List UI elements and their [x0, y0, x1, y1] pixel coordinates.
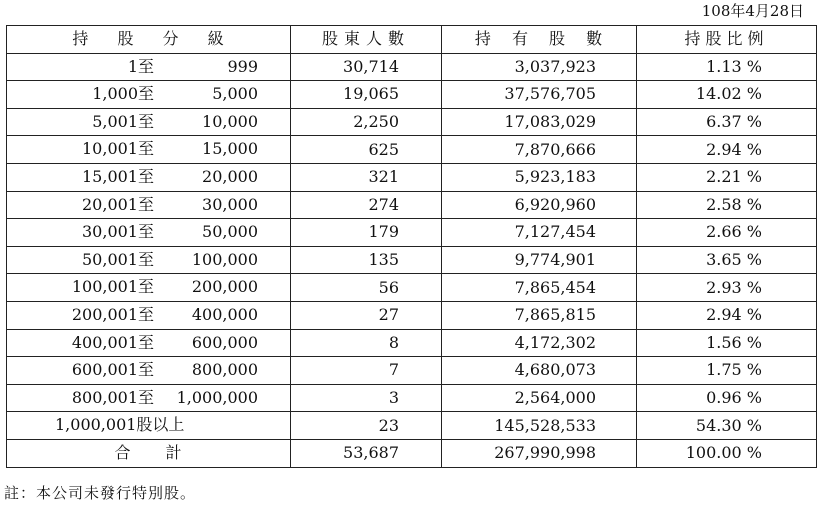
ratio-cell: 2.94 %	[637, 301, 817, 329]
holders-cell: 30,714	[291, 53, 442, 81]
shares-cell: 4,680,073	[442, 357, 637, 385]
range-to: 600,000	[191, 332, 258, 352]
table-row	[7, 357, 817, 385]
shares-cell: 3,037,923	[442, 53, 637, 81]
range-from: 1,000至	[92, 84, 154, 104]
holders-cell: 179	[291, 219, 442, 247]
range-to: 20,000	[202, 166, 258, 186]
table-row	[7, 81, 817, 109]
range-cell	[7, 191, 291, 219]
ratio-cell: 2.94 %	[637, 136, 817, 164]
ratio-cell: 2.93 %	[637, 274, 817, 302]
range-cell	[7, 329, 291, 357]
total-holders-cell: 53,687	[291, 439, 442, 467]
range-to: 800,000	[191, 360, 258, 380]
ratio-cell: 2.66 %	[637, 219, 817, 247]
table-row	[7, 53, 817, 81]
header-ratio: 持股比例	[637, 26, 817, 54]
total-shares-cell: 267,990,998	[442, 439, 637, 467]
total-label: 合 計	[114, 443, 183, 463]
range-from: 50,001至	[82, 249, 154, 269]
holders-cell: 321	[291, 163, 442, 191]
holders-cell: 274	[291, 191, 442, 219]
range-cell	[7, 412, 291, 440]
shares-cell: 6,920,960	[442, 191, 637, 219]
range-from: 20,001至	[82, 194, 154, 214]
holders-cell: 8	[291, 329, 442, 357]
range-cell	[7, 384, 291, 412]
shares-cell: 7,865,815	[442, 301, 637, 329]
range-cell	[7, 357, 291, 385]
shares-cell: 4,172,302	[442, 329, 637, 357]
ratio-cell: 14.02 %	[637, 81, 817, 109]
range-to: 100,000	[191, 249, 258, 269]
ratio-cell: 3.65 %	[637, 246, 817, 274]
range-to: 10,000	[202, 111, 258, 131]
holders-cell: 56	[291, 274, 442, 302]
range-to: 15,000	[202, 139, 258, 159]
table-row	[7, 219, 817, 247]
ratio-cell: 54.30 %	[637, 412, 817, 440]
ratio-cell: 2.21 %	[637, 163, 817, 191]
holders-cell: 7	[291, 357, 442, 385]
range-cell	[7, 136, 291, 164]
range-from: 800,001至	[71, 387, 154, 407]
total-label-cell	[7, 439, 291, 467]
shares-cell: 37,576,705	[442, 81, 637, 109]
range-from: 400,001至	[71, 332, 154, 352]
range-to: 200,000	[191, 277, 258, 297]
range-from: 100,001至	[71, 277, 154, 297]
range-cell	[7, 108, 291, 136]
ratio-cell: 6.37 %	[637, 108, 817, 136]
range-cell	[7, 246, 291, 274]
holders-cell: 135	[291, 246, 442, 274]
table-row	[7, 136, 817, 164]
range-cell	[7, 301, 291, 329]
table-header-row	[7, 26, 817, 54]
shareholding-distribution-table	[6, 25, 817, 468]
footnote: 註：本公司未發行特別股。	[4, 484, 197, 502]
range-cell	[7, 274, 291, 302]
ratio-cell: 1.75 %	[637, 357, 817, 385]
table-row	[7, 191, 817, 219]
shares-cell: 7,870,666	[442, 136, 637, 164]
range-from: 600,001至	[71, 360, 154, 380]
table-row	[7, 246, 817, 274]
table-row	[7, 329, 817, 357]
holders-cell: 625	[291, 136, 442, 164]
shares-cell: 9,774,901	[442, 246, 637, 274]
total-ratio-cell: 100.00 %	[637, 439, 817, 467]
holders-cell: 3	[291, 384, 442, 412]
shares-cell: 145,528,533	[442, 412, 637, 440]
range-cell	[7, 163, 291, 191]
shares-cell: 17,083,029	[442, 108, 637, 136]
range-from: 5,001至	[92, 111, 154, 131]
range-from: 30,001至	[82, 222, 154, 242]
range-to: 30,000	[202, 194, 258, 214]
shares-cell: 7,865,454	[442, 274, 637, 302]
ratio-cell: 0.96 %	[637, 384, 817, 412]
range-from: 200,001至	[71, 304, 154, 324]
range-to: 50,000	[202, 222, 258, 242]
table-row	[7, 108, 817, 136]
ratio-cell: 1.13 %	[637, 53, 817, 81]
holders-cell: 2,250	[291, 108, 442, 136]
table-row	[7, 274, 817, 302]
table-row	[7, 163, 817, 191]
header-holders: 股東人數	[291, 26, 442, 54]
ratio-cell: 2.58 %	[637, 191, 817, 219]
range-to: 400,000	[191, 304, 258, 324]
holders-cell: 27	[291, 301, 442, 329]
header-range: 持 股 分 級	[7, 26, 291, 54]
range-to: 999	[227, 56, 258, 76]
range-to: 1,000,000	[176, 387, 258, 407]
range-from: 1至	[127, 56, 154, 76]
shares-cell: 2,564,000	[442, 384, 637, 412]
range-cell	[7, 219, 291, 247]
range-label: 1,000,001股以上	[55, 415, 185, 435]
ratio-cell: 1.56 %	[637, 329, 817, 357]
range-to: 5,000	[212, 84, 258, 104]
report-date: 108年4月28日	[701, 2, 804, 20]
range-from: 15,001至	[82, 166, 154, 186]
header-shares: 持 有 股 數	[442, 26, 637, 54]
table-row	[7, 384, 817, 412]
range-cell	[7, 81, 291, 109]
holders-cell: 19,065	[291, 81, 442, 109]
total-row	[7, 439, 817, 467]
holders-cell: 23	[291, 412, 442, 440]
range-from: 10,001至	[82, 139, 154, 159]
table-row	[7, 301, 817, 329]
shares-cell: 7,127,454	[442, 219, 637, 247]
table-row	[7, 412, 817, 440]
range-cell	[7, 53, 291, 81]
shares-cell: 5,923,183	[442, 163, 637, 191]
